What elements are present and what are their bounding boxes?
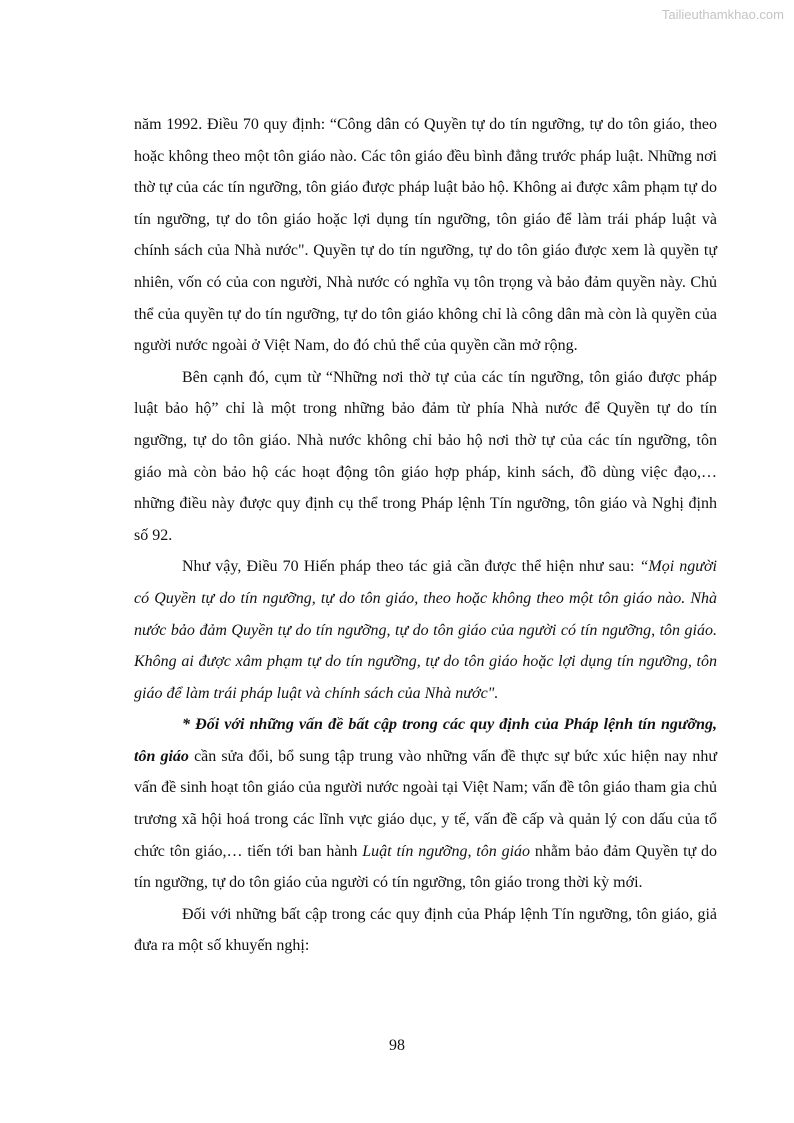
paragraph-1: năm 1992. Điều 70 quy định: “Công dân có Quyền tự do tín ngưỡng, tự do tôn giáo, theo hoặc không theo một tôn giáo nào. Các tôn giáo đều bình đẳng trước pháp luật. Những nơi thờ tự của các tín ngưỡng, tôn giáo được pháp luật bảo hộ. Không ai được xâm phạm tự do tín ngưỡng, tự do tôn giáo hoặc lợi dụng tín ngưỡng, tôn giáo để làm trái pháp luật và chính sách của Nhà nước". Quyền tự do tín ngưỡng, tự do tôn giáo được xem là quyền tự nhiên, vốn có của con người, Nhà nước có nghĩa vụ tôn trọng và bảo đảm quyền này. Chủ thể của quyền tự do tín ngưỡng, tự do tôn giáo không chỉ là công dân mà còn là quyền của người nước ngoài ở Việt Nam, do đó chủ thể của quyền cần mở rộng. [134,116,717,355]
paragraph-4-law-title: Luật tín ngưỡng, tôn giáo [362,842,531,860]
paragraph-2: Bên cạnh đó, cụm từ “Những nơi thờ tự của các tín ngưỡng, tôn giáo được pháp luật bảo hộ” chỉ là một trong những bảo đảm từ phía Nhà nước để Quyền tự do tín ngưỡng, tự do tôn giáo. Nhà nước không chỉ bảo hộ nơi thờ tự của các tín ngưỡng, tôn giáo mà còn bảo hộ các hoạt động tôn giáo hợp pháp, kinh sách, đồ dùng việc đạo,… những điều này được quy định cụ thể trong Pháp lệnh Tín ngưỡng, tôn giáo và Nghị định số 92. [134,368,717,544]
document-body [134,109,717,962]
paragraph-3 [134,551,717,709]
watermark: Tailieuthamkhao.com [661,7,784,22]
paragraph-3-lead: Như vậy, Điều 70 Hiến pháp theo tác giả cần được thể hiện như sau: [182,558,640,576]
paragraph-4-text-2: nhằm bảo đảm Quyền tự do tín ngưỡng, tự do tôn giáo của người có tín ngưỡng, tôn giáo trong thời kỳ mới. [134,842,718,892]
paragraph-4 [134,709,717,899]
paragraph-3-quote: “Mọi người có Quyền tự do tín ngưỡng, tự do tôn giáo, theo hoặc không theo một tôn giáo nào. Nhà nước bảo đảm Quyền tự do tín ngưỡng, tự do tôn giáo của người có tín ngưỡng, tôn giáo. Không ai được xâm phạm tự do tín ngưỡng, tự do tôn giáo hoặc lợi dụng tín ngưỡng, tôn giáo để làm trái pháp luật và chính sách của Nhà nước". [134,558,717,702]
paragraph-5: Đối với những bất cập trong các quy định của Pháp lệnh Tín ngưỡng, tôn giáo, giả đưa ra một số khuyến nghị: [134,905,717,955]
page-number: 98 [389,1037,405,1054]
paragraph-4-heading: * Đối với những vấn đề bất cập trong các quy định của Pháp lệnh tín ngưỡng, tôn giáo [134,716,717,765]
paragraph-4-text-1: cần sửa đổi, bổ sung tập trung vào những vấn đề thực sự bức xúc hiện nay như vấn đề sinh hoạt tôn giáo của người nước ngoài tại Việt Nam; vấn đề tôn giáo tham gia chủ trương xã hội hoá trong các lĩnh vực giáo dục, y tế, vấn đề cấp và quản lý con dấu của tổ chức tôn giáo,… tiến tới ban hành [134,747,717,860]
